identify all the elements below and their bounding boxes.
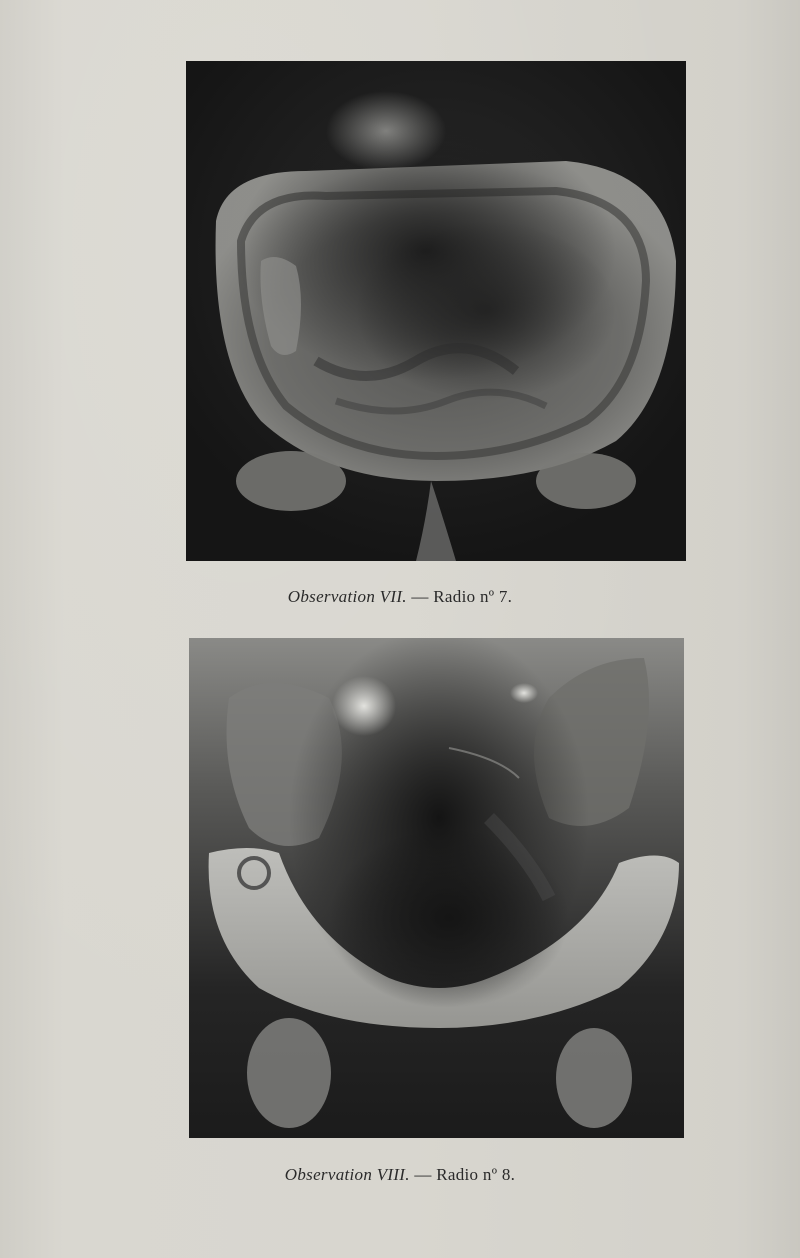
caption-observation-8: Observation VIII.: [284, 1165, 410, 1184]
pelvis-xray-7: [186, 61, 686, 561]
radiograph-image-7: [186, 61, 686, 561]
caption-radio-8: Radio nº 8.: [436, 1165, 516, 1184]
caption-separator-7: —: [411, 587, 429, 606]
pelvis-xray-8: [189, 638, 684, 1138]
figure-caption-8: [0, 1165, 800, 1185]
caption-radio-7: Radio nº 7.: [433, 587, 513, 606]
caption-observation-7: Observation VII.: [287, 587, 407, 606]
radiograph-image-8: [189, 638, 684, 1138]
figure-caption-7: [0, 587, 800, 607]
caption-separator-8: —: [414, 1165, 432, 1184]
